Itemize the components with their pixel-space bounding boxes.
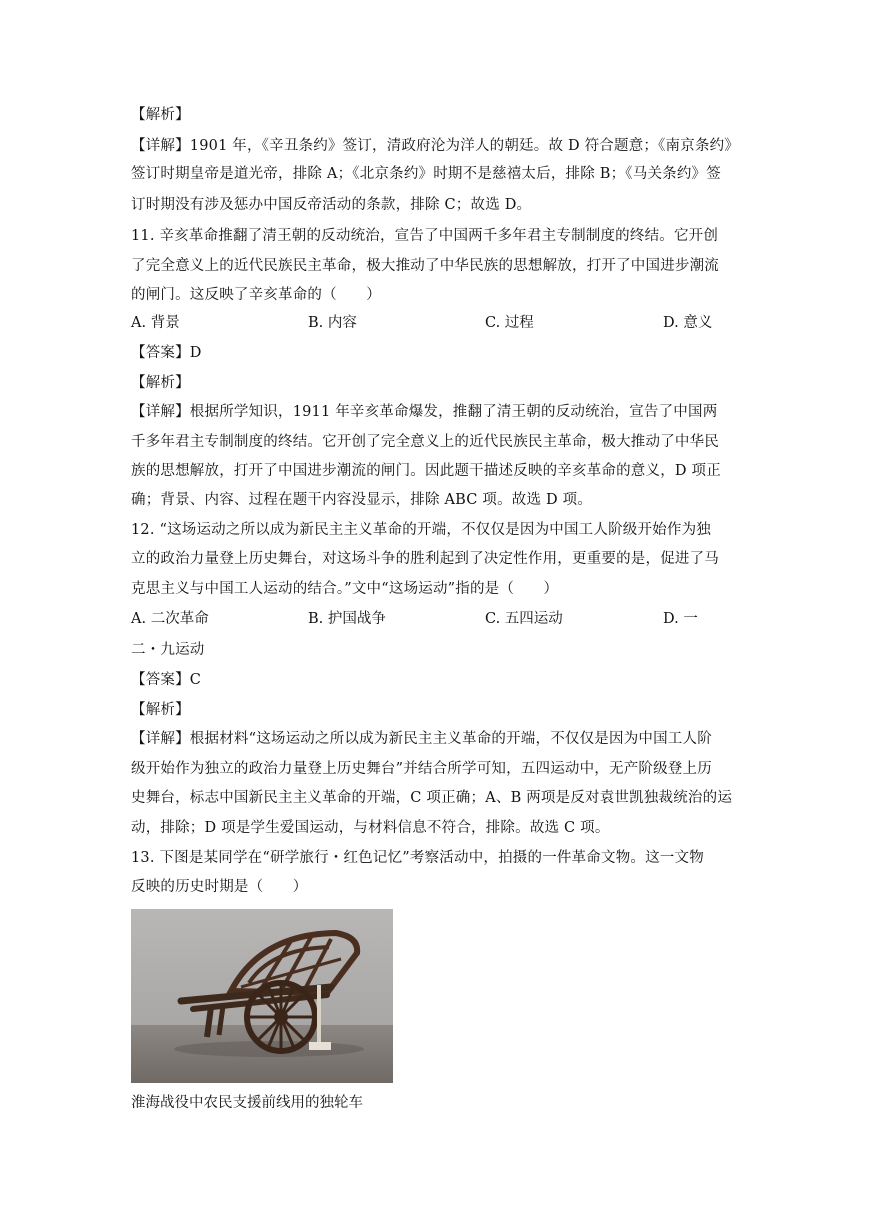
q11-detail-line-1: 【详解】根据所学知识，1911 年辛亥革命爆发，推翻了清王朝的反动统治，宣告了中国两	[131, 404, 718, 420]
q11-options	[131, 313, 741, 333]
q12-detail-line-1: 【详解】根据材料“这场运动之所以成为新民主主义革命的开端，不仅仅是因为中国工人阶	[131, 731, 712, 747]
prev-detail-line-1: 【详解】1901 年，《辛丑条约》签订，清政府沦为洋人的朝廷。故 D 符合题意；《南京条约》	[131, 138, 740, 154]
q12-option-d: D. 一	[663, 611, 698, 627]
q12-detail-line-2: 级开始作为独立的政治力量登上历史舞台”并结合所学可知，五四运动中，无产阶级登上历	[131, 761, 712, 777]
q12-options	[131, 609, 741, 629]
q13-stem-line-2: 反映的历史时期是（ ）	[131, 879, 308, 895]
photo-caption: 淮海战役中农民支援前线用的独轮车	[131, 1095, 363, 1111]
q11-detail-line-4: 确；背景、内容、过程在题干内容没显示，排除 ABC 项。故选 D 项。	[131, 492, 593, 508]
q11-detail-line-2: 千多年君主专制制度的终结。它开创了完全意义上的近代民族民主革命，极大推动了中华民	[131, 434, 719, 450]
q11-option-c: C. 过程	[485, 315, 534, 331]
wheelbarrow-photo	[131, 909, 393, 1083]
q12-stem-line-2: 立的政治力量登上历史舞台，对这场斗争的胜利起到了决定性作用，更重要的是，促进了马	[131, 551, 719, 567]
q11-detail-line-3: 族的思想解放，打开了中国进步潮流的闸门。因此题干描述反映的辛亥革命的意义，D 项正	[131, 463, 721, 479]
q12-analysis-label: 【解析】	[131, 702, 190, 718]
q11-stem-line-1: 11. 辛亥革命推翻了清王朝的反动统治，宣告了中国两千多年君主专制制度的终结。它开创	[131, 228, 719, 244]
q11-option-a: A. 背景	[131, 315, 180, 331]
q12-stem-line-3: 克思主义与中国工人运动的结合。”文中“这场运动”指的是（ ）	[131, 581, 559, 597]
q11-option-d: D. 意义	[663, 315, 713, 331]
q12-option-a: A. 二次革命	[131, 611, 209, 627]
q12-stem-line-1: 12. “这场运动之所以成为新民主主义革命的开端，不仅仅是因为中国工人阶级开始作为独	[131, 522, 711, 538]
prev-analysis-label: 【解析】	[131, 107, 190, 123]
q12-option-d-wrap: 二・九运动	[131, 642, 205, 658]
prev-detail-line-2: 签订时期皇帝是道光帝，排除 A；《北京条约》时期不是慈禧太后，排除 B；《马关条约》签	[131, 166, 721, 182]
q12-detail-line-3: 史舞台，标志中国新民主主义革命的开端，C 项正确；A、B 两项是反对袁世凯独裁统治的运	[131, 790, 733, 806]
wheelbarrow-illustration	[131, 909, 393, 1083]
q12-option-c: C. 五四运动	[485, 611, 563, 627]
q11-analysis-label: 【解析】	[131, 375, 190, 391]
q12-option-b: B. 护国战争	[308, 611, 386, 627]
q11-stem-line-3: 的闸门。这反映了辛亥革命的（ ）	[131, 287, 381, 303]
q11-answer: 【答案】D	[131, 345, 202, 361]
q11-stem-line-2: 了完全意义上的近代民族民主革命，极大推动了中华民族的思想解放，打开了中国进步潮流	[131, 258, 719, 274]
q12-detail-line-4: 动，排除；D 项是学生爱国运动，与材料信息不符合，排除。故选 C 项。	[131, 820, 610, 836]
q13-stem-line-1: 13. 下图是某同学在“研学旅行・红色记忆”考察活动中，拍摄的一件革命文物。这一文物	[131, 850, 704, 866]
q12-answer: 【答案】C	[131, 672, 202, 688]
prev-detail-line-3: 订时期没有涉及惩办中国反帝活动的条款，排除 C；故选 D。	[131, 197, 532, 213]
q11-option-b: B. 内容	[308, 315, 357, 331]
